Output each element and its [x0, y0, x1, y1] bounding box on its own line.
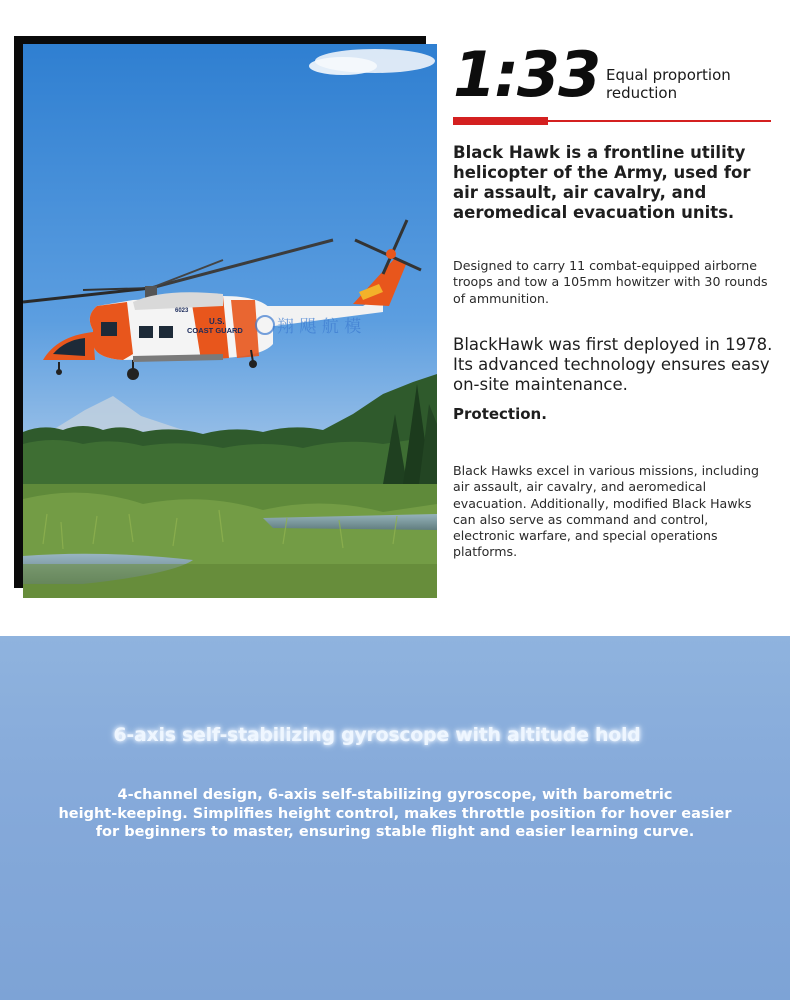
- feature-line: 4-channel design, 6-axis self-stabilizing gyroscope, with barometric: [117, 787, 673, 803]
- feature-description: [55, 786, 735, 842]
- feature-line: for beginners to master, ensuring stable flight and easier learning curve.: [95, 824, 695, 840]
- scale-ratio: 1:33: [453, 38, 600, 111]
- accent-divider-bar: [453, 117, 548, 125]
- watermark-text: 翔 飓 航 模: [277, 317, 362, 337]
- gyroscope-feature-banner: [0, 636, 790, 1000]
- missions-paragraph: Black Hawks excel in various missions, including air assault, air cavalry, and aeromedical evacuation. Additionally, modified Black Hawks can also serve as command and control, electronic warfare, and special operations platforms.: [453, 463, 759, 560]
- livery-tail-number: 6023: [175, 308, 189, 314]
- scale-block: [453, 40, 773, 110]
- intro-paragraph: Black Hawk is a frontline utility helicopter of the Army, used for air assault, air cavalry, and aeromedical evacuation units.: [453, 143, 751, 222]
- scale-label: Equal proportion reduction: [606, 66, 731, 102]
- protection-heading: Protection.: [453, 405, 547, 423]
- feature-line: height-keeping. Simplifies height control, makes throttle position for hover easier: [58, 805, 732, 822]
- capacity-paragraph: Designed to carry 11 combat-equipped airborne troops and tow a 105mm howitzer with 30 rounds of ammunition.: [453, 258, 768, 306]
- helicopter-photo: [23, 44, 437, 598]
- livery-text-coast-guard: COAST GUARD: [187, 326, 243, 335]
- deployment-paragraph: BlackHawk was first deployed in 1978. Its advanced technology ensures easy on-site maintenance.: [453, 335, 773, 394]
- livery-text-us: U.S.: [209, 317, 225, 326]
- feature-title: 6-axis self-stabilizing gyroscope with altitude hold: [113, 724, 641, 746]
